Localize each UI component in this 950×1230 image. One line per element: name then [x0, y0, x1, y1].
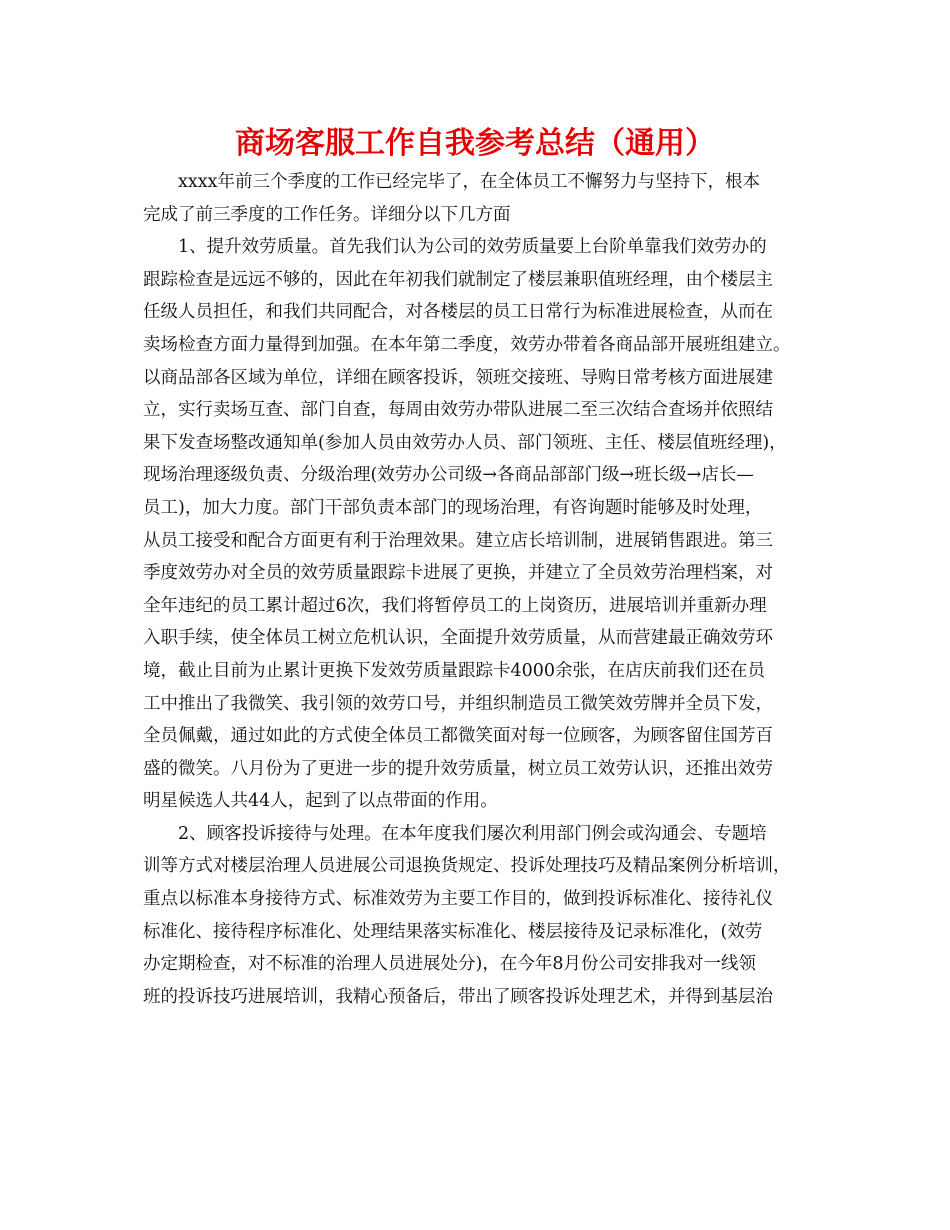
paragraph-line: 入职手续，使全体员工树立危机认识，全面提升效劳质量，从而营建最正确效劳环 — [143, 628, 773, 649]
paragraph-line: 跟踪检查是远远不够的，因此在年初我们就制定了楼层兼职值班经理，由个楼层主 — [143, 269, 773, 290]
paragraph-line: 工中推出了我微笑、我引领的效劳口号，并组织制造员工微笑效劳牌并全员下发， — [143, 693, 773, 714]
paragraph-line: 季度效劳办对全员的效劳质量跟踪卡进展了更换，并建立了全员效劳治理档案，对 — [143, 563, 773, 584]
paragraph-line: 2、顾客投诉接待与处理。在本年度我们屡次利用部门例会或沟通会、专题培 — [178, 823, 767, 844]
paragraph-line: 从员工接受和配合方面更有利于治理效果。建立店长培训制，进展销售跟进。第三 — [143, 530, 773, 551]
paragraph-line: 现场治理逐级负责、分级治理(效劳办公司级→各商品部部门级→班长级→店长— — [143, 465, 754, 486]
paragraph-line: 任级人员担任，和我们共同配合，对各楼层的员工日常行为标准进展检查，从而在 — [143, 302, 773, 323]
paragraph-line: 标准化、接待程序标准化、处理结果落实标准化、楼层接待及记录标准化，(效劳 — [143, 921, 763, 942]
paragraph-line: 完成了前三季度的工作任务。详细分以下几方面 — [143, 204, 511, 225]
paragraph-line: 办定期检查，对不标准的治理人员进展处分)，在今年8月份公司安排我对一线领 — [143, 954, 756, 975]
paragraph-2 — [143, 231, 811, 818]
paragraph-line: 班的投诉技巧进展培训，我精心预备后，带出了顾客投诉处理艺术，并得到基层治 — [143, 986, 773, 1007]
paragraph-line: 立，实行卖场互查、部门自查，每周由效劳办带队进展二至三次结合查场并依照结 — [143, 400, 773, 421]
paragraph-line: 全年违纪的员工累计超过6次，我们将暂停员工的上岗资历，进展培训并重新办理 — [143, 595, 767, 616]
paragraph-line: 明星候选人共44人，起到了以点带面的作用。 — [143, 791, 498, 812]
paragraph-3 — [143, 818, 811, 1014]
document-title: 商场客服工作自我参考总结（通用） — [235, 126, 715, 161]
paragraph-line: 果下发查场整改通知单(参加人员由效劳办人员、部门领班、主任、楼层值班经理)， — [143, 432, 787, 453]
paragraph-line: 训等方式对楼层治理人员进展公司退换货规定、投诉处理技巧及精品案例分析培训， — [143, 856, 791, 877]
paragraph-line: 员工)，加大力度。部门干部负责本部门的现场治理，有咨询题时能够及时处理， — [143, 497, 763, 518]
paragraph-line: 1、提升效劳质量。首先我们认为公司的效劳质量要上台阶单靠我们效劳办的 — [178, 237, 767, 258]
paragraph-line: 卖场检查方面力量得到加强。在本年第二季度，效劳办带着各商品部开展班组建立。 — [143, 334, 791, 355]
paragraph-line: xxxx年前三个季度的工作已经完毕了，在全体员工不懈努力与坚持下，根本 — [178, 172, 760, 192]
paragraph-line: 全员佩戴，通过如此的方式使全体员工都微笑面对每一位顾客，为顾客留住国芳百 — [143, 726, 773, 747]
paragraph-line: 以商品部各区域为单位，详细在顾客投诉，领班交接班、导购日常考核方面进展建 — [143, 367, 773, 388]
paragraph-line: 盛的微笑。八月份为了更进一步的提升效劳质量，树立员工效劳认识，还推出效劳 — [143, 758, 773, 779]
paragraph-1 — [143, 166, 811, 231]
paragraph-line: 境，截止目前为止累计更换下发效劳质量跟踪卡4000余张，在店庆前我们还在员 — [143, 660, 766, 681]
paragraph-line: 重点以标准本身接待方式、标准效劳为主要工作目的，做到投诉标准化、接待礼仪 — [143, 889, 773, 910]
document-body — [143, 166, 811, 1013]
